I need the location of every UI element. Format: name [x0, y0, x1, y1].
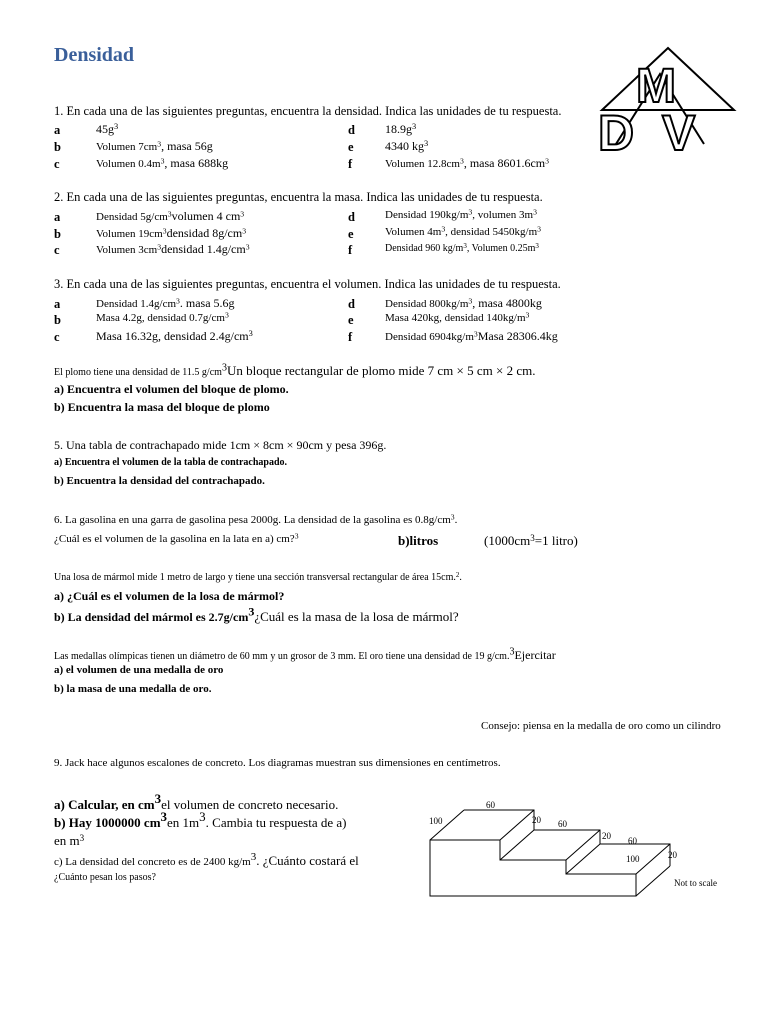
q4-statement: El plomo tiene una densidad de 11.5 $g/cm^3Un$ bloque rectangular de plomo mide 7 cm × 5 cm × 2 cm. [54, 362, 536, 378]
q3-c-label: c [54, 330, 60, 344]
q2-b-text: Volumen $19cm^3densidad$ $8g/cm^3$ [96, 226, 247, 240]
q6-line1: 6. La gasolina en una garra de gasolina pesa 2000g. La densidad de la gasolina es $0.8g/cm^3$. [54, 512, 458, 526]
q5-part-b: b) Encuentra la densidad del contrachapado. [54, 475, 265, 487]
q3-e-text: Masa 420kg, densidad $140kg/m^3$ [385, 310, 530, 324]
q1-e-text: 4340 $kg^3$ [385, 139, 429, 153]
stairs-diagram [424, 796, 740, 900]
q8-part-a: a) el volumen de una medalla de oro [54, 664, 224, 676]
q3-d-label: d [348, 297, 355, 311]
q3-b-label: b [54, 313, 61, 327]
q9-prompt: 9. Jack hace algunos escalones de concreto. Los diagramas muestran sus dimensiones en centímetros. [54, 757, 501, 769]
q2-prompt: 2. En cada una de las siguientes preguntas, encuentra la masa. Indica las unidades de tu respuesta. [54, 190, 543, 204]
q9-part-c-line2: ¿Cuánto pesan los pasos? [54, 872, 156, 883]
q1-f-label: f [348, 157, 353, 171]
q3-prompt: 3. En cada una de las siguientes preguntas, encuentra el volumen. Indica las unidades de tu respuesta. [54, 277, 561, 291]
q1-a-label: a [54, 123, 61, 137]
dim-60-low: 60 [628, 836, 637, 846]
dim-60-mid: 60 [558, 819, 567, 829]
q3-f-text: Densidad $6904kg/m^3Masa$ 28306.4kg [385, 329, 558, 343]
q8-part-b: b) la masa de una medalla de oro. [54, 683, 212, 695]
q7-statement: Una losa de mármol mide 1 metro de largo y tiene una sección transversal rectangular de área 15cm.$^2$. [54, 570, 462, 583]
q2-f-text: Densidad 960 $kg/m^3$, Volumen $0.25m^3$ [385, 241, 539, 254]
q9-part-b-line2: en $m^3$ [54, 832, 85, 848]
q2-e-text: Volumen $4m^3$, densidad $5450kg/m^3$ [385, 224, 541, 238]
q1-f-text: Volumen $12.8cm^3$, masa $8601.6cm^3$ [385, 156, 549, 170]
mdv-logo [598, 44, 758, 154]
q1-c-text: Volumen $0.4m^3$, masa 688kg [96, 156, 229, 170]
svg-text:M: M [636, 60, 676, 113]
q1-e-label: e [348, 140, 354, 154]
q8-hint: Consejo: piensa en la medalla de oro como un cilindro [481, 720, 721, 732]
q2-e-label: e [348, 227, 354, 241]
dim-100-top: 100 [429, 816, 443, 826]
q1-b-label: b [54, 140, 61, 154]
dim-20-low: 20 [602, 831, 611, 841]
q2-a-label: a [54, 210, 61, 224]
q3-e-label: e [348, 313, 354, 327]
q5-part-a: a) Encuentra el volumen de la tabla de contrachapado. [54, 457, 288, 468]
q3-b-text: Masa 4.2g, densidad $0.7g/cm^3$ [96, 310, 229, 324]
dim-20-mid: 20 [532, 815, 541, 825]
q7-part-a: a) ¿Cuál es el volumen de la losa de mármol? [54, 589, 285, 603]
q9-part-b: b) Hay 1000000 $cm^3en$ $1m^3$. Cambia tu respuesta de a) [54, 809, 347, 830]
q3-f-label: f [348, 330, 353, 344]
svg-text:D: D [598, 105, 635, 154]
q1-d-text: $18.9g^3$ [385, 122, 417, 136]
q4-part-a: a) Encuentra el volumen del bloque de plomo. [54, 382, 289, 396]
q9-part-c: c) La densidad del concreto es de 2400 $kg/m^3$. ¿Cuánto costará el [54, 851, 359, 868]
q2-d-label: d [348, 210, 355, 224]
q6-line2: ¿Cuál es el volumen de la gasolina en la lata en a) cm?$^3$ [54, 531, 299, 545]
q3-c-text: Masa 16.32g, densidad $2.4g/cm^3$ [96, 329, 253, 343]
q1-c-label: c [54, 157, 60, 171]
q4-part-b: b) Encuentra la masa del bloque de plomo [54, 400, 270, 414]
q3-a-text: Densidad $1.4g/cm^3$. masa 5.6g [96, 296, 235, 310]
dim-20-side: 20 [668, 850, 677, 860]
q1-b-text: Volumen $7cm^3$, masa 56g [96, 139, 213, 153]
svg-text:V: V [662, 105, 696, 154]
q6-part-b: b)litros [398, 533, 439, 548]
q6-conversion: ($1000cm^3=1$ litro) [484, 532, 578, 548]
q2-b-label: b [54, 227, 61, 241]
q7-part-b: b) La densidad del mármol es $2.7g/cm^3¿Cuál$ es la masa de la losa de mármol? [54, 604, 459, 624]
q9-part-a: a) Calcular, en $cm^3el$ volumen de concreto necesario. [54, 791, 339, 812]
q2-a-text: Densidad $5g/cm^3volumen$ 4 $cm^3$ [96, 209, 245, 223]
q3-a-label: a [54, 297, 61, 311]
dim-60-top: 60 [486, 800, 495, 810]
q1-d-label: d [348, 123, 355, 137]
q2-d-text: Densidad $190kg/m^3$, volumen $3m^3$ [385, 207, 537, 221]
q1-prompt: 1. En cada una de las siguientes preguntas, encuentra la densidad. Indica las unidades de tu respuesta. [54, 104, 562, 118]
dim-100-side: 100 [626, 854, 640, 864]
q3-d-text: Densidad $800kg/m^3$, masa 4800kg [385, 296, 542, 310]
not-to-scale-note: Not to scale [674, 878, 717, 888]
q2-f-label: f [348, 243, 353, 257]
page-title: Densidad [54, 44, 135, 66]
q1-a-text: $45g^3$ [96, 122, 119, 136]
q5-prompt: 5. Una tabla de contrachapado mide 1cm × 8cm × 90cm y pesa 396g. [54, 438, 387, 452]
q8-statement: Las medallas olímpicas tienen un diámetro de 60 mm y un grosor de 3 mm. El oro tiene una densidad de 19 g/cm.$^3$Ejercitar [54, 646, 556, 662]
q2-c-label: c [54, 243, 60, 257]
q2-c-text: Volumen $3cm^3densidad$ $1.4g/cm^3$ [96, 242, 250, 256]
